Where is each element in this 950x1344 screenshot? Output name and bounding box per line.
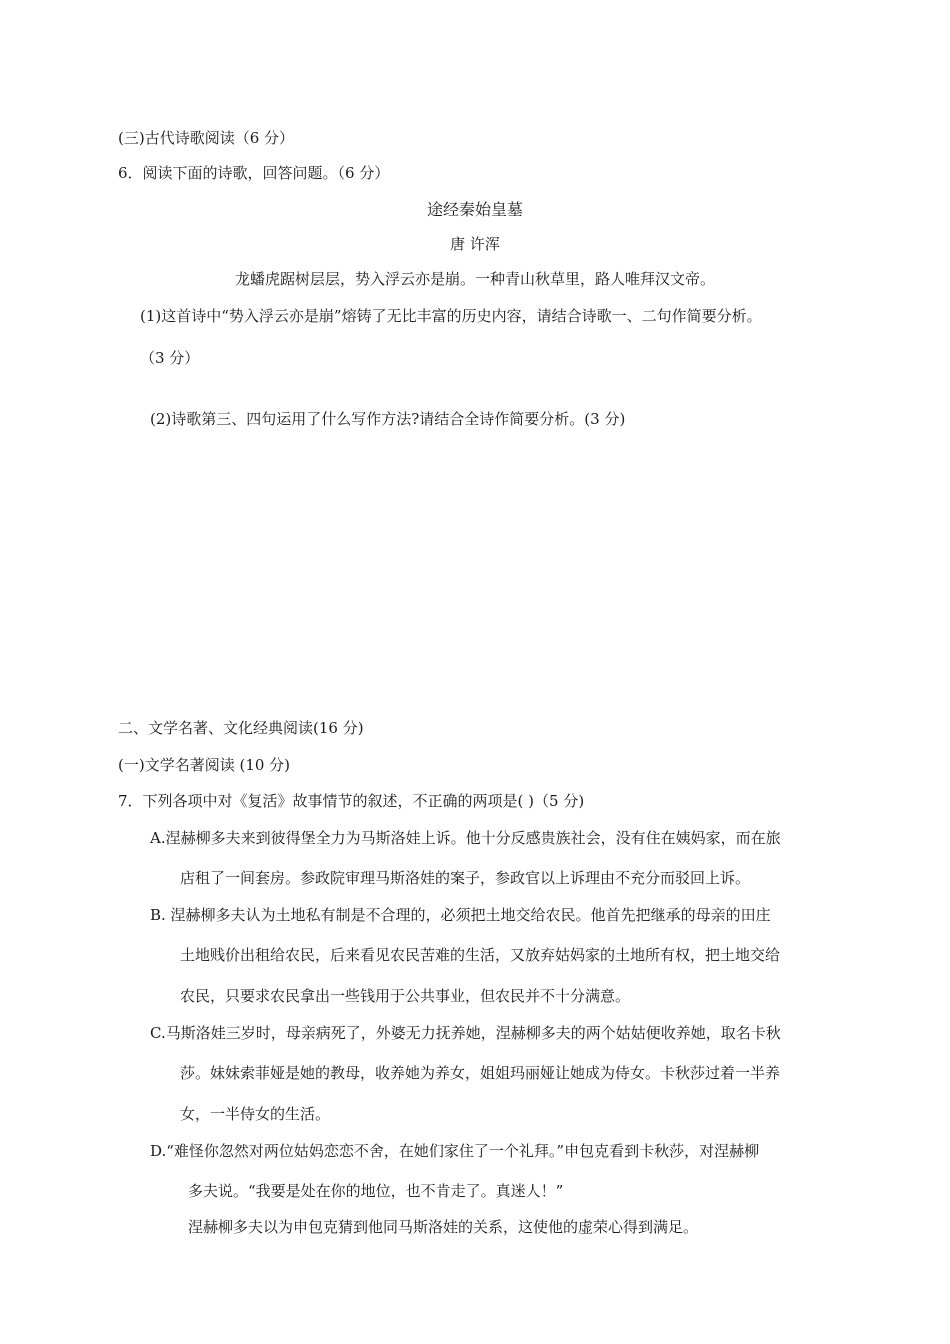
poem-author: 唐 许浑 xyxy=(450,235,500,253)
option-b-line: B. 涅赫柳多夫认为土地私有制是不合理的，必须把土地交给农民。他首先把继承的母亲的田庄 xyxy=(150,906,771,924)
question-6: 6．阅读下面的诗歌，回答问题。（6 分） xyxy=(118,164,390,182)
option-c-line: C.马斯洛娃三岁时，母亲病死了，外婆无力抚养她，涅赫柳多夫的两个姑姑便收养她，取名卡秋 xyxy=(150,1024,781,1042)
option-a-line: 店租了一间套房。参政院审理马斯洛娃的案子，参政官以上诉理由不充分而驳回上诉。 xyxy=(180,869,751,887)
option-d-line: D.“难怪你忽然对两位姑妈恋恋不舍，在她们家住了一个礼拜。”申包克看到卡秋莎，对涅赫柳 xyxy=(150,1142,760,1160)
q6-sub1: (1)这首诗中“势入浮云亦是崩”熔铸了无比丰富的历史内容，请结合诗歌一、二句作简要分析。 xyxy=(140,307,762,325)
option-c-line: 女，一半侍女的生活。 xyxy=(180,1105,331,1123)
question-7: 7．下列各项中对《复活》故事情节的叙述，不正确的两项是( )（5 分) xyxy=(118,792,585,810)
literature-section-heading: 二、文学名著、文化经典阅读(16 分) xyxy=(118,719,364,737)
option-c-line: 莎。妹妹索菲娅是她的教母，收养她为养女，姐姐玛丽娅让她成为侍女。卡秋莎过着一半养 xyxy=(180,1064,781,1082)
q6-sub1-score: （3 分） xyxy=(140,349,200,367)
option-a-line: A.涅赫柳多夫来到彼得堡全力为马斯洛娃上诉。他十分反感贵族社会，没有住在姨妈家，而在旅 xyxy=(150,829,781,847)
option-b-line: 农民，只要求农民拿出一些钱用于公共事业，但农民并不十分满意。 xyxy=(180,987,631,1005)
option-b-line: 土地贱价出租给农民，后来看见农民苦难的生活，又放弃姑妈家的土地所有权，把土地交给 xyxy=(180,946,781,964)
literature-subheading: (一)文学名著阅读 (10 分) xyxy=(118,756,291,774)
poem-title: 途经秦始皇墓 xyxy=(426,200,523,219)
poetry-section-heading: (三)古代诗歌阅读（6 分） xyxy=(118,129,295,147)
q6-sub2: (2)诗歌第三、四句运用了什么写作方法?请结合全诗作简要分析。(3 分) xyxy=(150,410,626,428)
option-d-line: 多夫说。“我要是处在你的地位，也不肯走了。真迷人！” xyxy=(188,1182,564,1200)
option-d-line: 涅赫柳多夫以为申包克猜到他同马斯洛娃的关系，这使他的虚荣心得到满足。 xyxy=(188,1218,699,1236)
poem-text: 龙蟠虎踞树层层，势入浮云亦是崩。一种青山秋草里，路人唯拜汉文帝。 xyxy=(234,270,715,288)
